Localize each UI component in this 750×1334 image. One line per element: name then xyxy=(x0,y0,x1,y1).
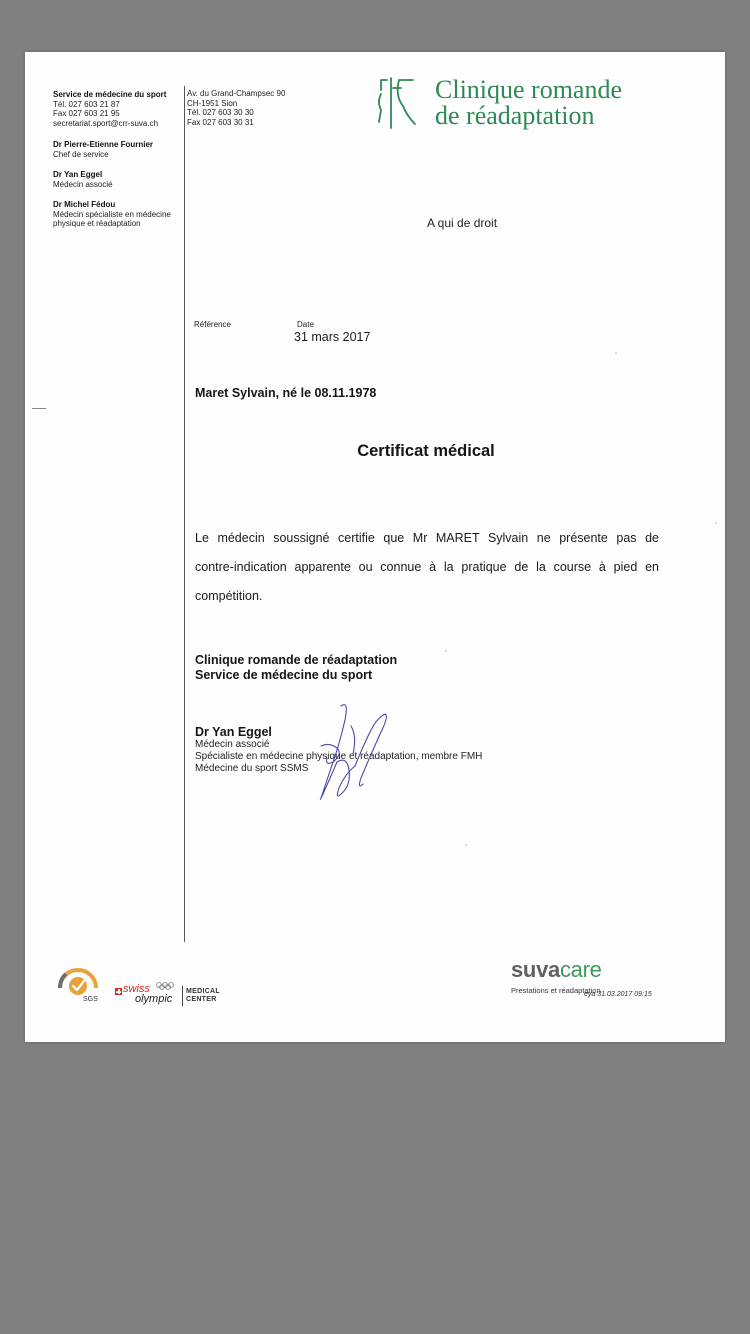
doctor-entry xyxy=(53,200,183,229)
doctor-name: Dr Yan Eggel xyxy=(53,170,103,179)
date-value: 31 mars 2017 xyxy=(294,330,371,344)
clinic-name xyxy=(435,77,622,129)
institution-name: Clinique romande de réadaptation xyxy=(195,653,398,667)
medical-center-line2: CENTER xyxy=(186,996,217,1003)
doctor-entry xyxy=(53,170,183,189)
service-contact-block xyxy=(53,90,181,128)
suva-tagline: Prestations et réadaptation xyxy=(511,986,601,995)
body-line: contre-indication apparente ou connue à la pratique de la course à pied en xyxy=(195,560,659,574)
signatory-name: Dr Yan Eggel xyxy=(195,725,272,739)
doctor-role: Médecin associé xyxy=(53,179,113,189)
address-city: CH-1951 Sion xyxy=(187,98,238,108)
scan-speck xyxy=(715,522,717,524)
doctor-role: Chef de service xyxy=(53,149,109,159)
print-stamp: eya 31.03.2017 09:15 xyxy=(584,991,652,998)
suvacare-logo xyxy=(511,958,602,982)
service-title: Service de médecine du sport xyxy=(53,90,167,99)
document-page xyxy=(25,52,725,1042)
date-label: Date xyxy=(297,320,314,329)
doctor-name: Dr Pierre-Etienne Fournier xyxy=(53,140,154,149)
doctor-entry xyxy=(53,140,183,159)
doctor-role-cont: physique et réadaptation xyxy=(53,219,141,228)
address-fax: Fax 027 603 30 31 xyxy=(187,117,254,127)
signatory-title: Médecin associé xyxy=(195,739,270,750)
signature xyxy=(291,696,401,806)
certificate-body xyxy=(195,524,659,611)
signatory-extra: Médecine du sport SSMS xyxy=(195,763,309,774)
fold-mark xyxy=(32,408,46,409)
service-email: secretariat.sport@crr-suva.ch xyxy=(53,118,159,128)
clinic-address xyxy=(187,89,327,127)
service-phone: Tél. 027 603 21 87 xyxy=(53,99,120,109)
care-wordmark: care xyxy=(559,957,602,982)
olympic-wordmark: olympic xyxy=(135,993,173,1005)
footer-divider xyxy=(182,986,183,1006)
sgs-label: SGS xyxy=(83,996,98,1003)
doctor-role: Médecin spécialiste en médecine xyxy=(53,209,171,219)
clinic-logo-icon xyxy=(373,76,423,130)
suva-wordmark: suva xyxy=(511,957,560,982)
swiss-wordmark: swiss xyxy=(123,983,150,995)
scan-speck xyxy=(445,650,447,652)
olympic-rings-icon xyxy=(156,982,174,990)
doctor-name: Dr Michel Fédou xyxy=(53,200,116,209)
address-street: Av. du Grand-Champsec 90 xyxy=(187,89,286,98)
clinic-name-line1: Clinique romande xyxy=(435,75,623,104)
institution-service: Service de médecine du sport xyxy=(195,668,373,682)
medical-center-line1: MEDICAL xyxy=(186,988,220,995)
sidebar-divider xyxy=(184,86,185,942)
certificate-title: Certificat médical xyxy=(357,442,495,460)
scan-speck xyxy=(615,352,617,354)
reference-label: Référence xyxy=(194,320,231,329)
service-fax: Fax 027 603 21 95 xyxy=(53,109,120,118)
scan-speck xyxy=(465,844,467,846)
signatory-specialty: Spécialiste en médecine physique et réadaptation, membre FMH xyxy=(195,751,483,762)
medical-center-label xyxy=(186,988,220,1004)
patient-line: Maret Sylvain, né le 08.11.1978 xyxy=(195,386,377,400)
clinic-name-line2: de réadaptation xyxy=(435,101,595,130)
recipient: A qui de droit xyxy=(427,216,498,230)
institution-block xyxy=(195,653,397,683)
address-phone: Tél. 027 603 30 30 xyxy=(187,108,254,117)
body-line: compétition. xyxy=(195,589,263,603)
body-line: Le médecin soussigné certifie que Mr MARET Sylvain ne présente pas de xyxy=(195,531,659,545)
